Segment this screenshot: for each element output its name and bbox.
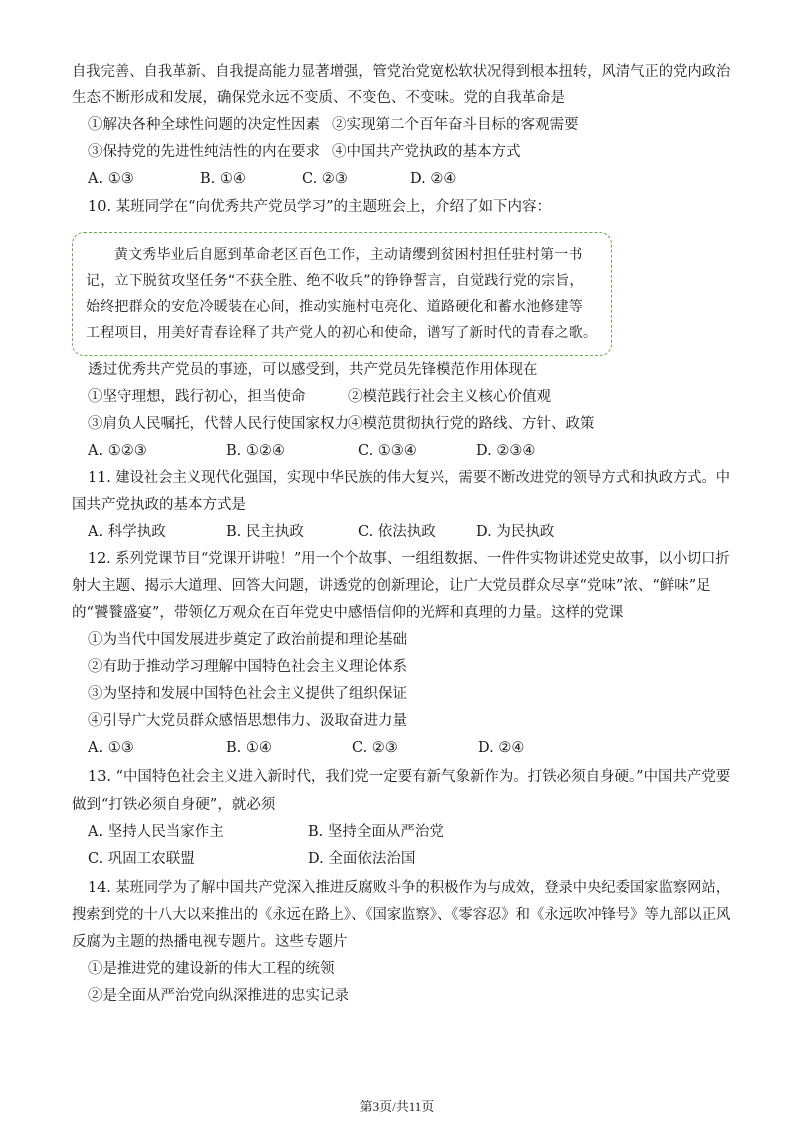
page-number: 第3页/共11页 bbox=[359, 1099, 435, 1114]
q14-statement-1: ①是推进党的建设新的伟大工程的统领 bbox=[88, 961, 335, 977]
q13-option-b: B. 坚持全面从严治党 bbox=[308, 824, 444, 840]
q12-option-d: D. ②④ bbox=[478, 740, 525, 756]
q12-line-3: 的“饕餮盛宴”，带领亿万观众在百年党史中感悟信仰的光辉和真理的力量。这样的党课 bbox=[72, 605, 624, 621]
intro-statement-1: ①解决各种全球性问题的决定性因素 bbox=[88, 117, 320, 133]
q12-option-b: B. ①④ bbox=[226, 740, 272, 756]
q10-statement-1: ①坚守理想，践行初心，担当使命 bbox=[88, 389, 306, 405]
q10-material-line-1: 黄文秀毕业后自愿到革命老区百色工作，主动请缨到贫困村担任驻村第一书 bbox=[114, 247, 583, 263]
intro-line-2: 生态不断形成和发展，确保党永远不变质、不变色、不变味。党的自我革命是 bbox=[72, 90, 565, 106]
intro-line-1: 自我完善、自我革新、自我提高能力显著增强，管党治党宽松软状况得到根本扭转，风清气正的党内政治 bbox=[72, 64, 731, 80]
q10-option-d: D. ②③④ bbox=[476, 443, 536, 459]
q12-statement-4: ④引导广大党员群众感悟思想伟力、汲取奋进力量 bbox=[88, 713, 407, 729]
q12-option-c: C. ②③ bbox=[352, 740, 398, 756]
q10-statement-2: ②模范践行社会主义核心价值观 bbox=[348, 389, 551, 405]
q10-statement-4: ④模范贯彻执行党的路线、方针、政策 bbox=[348, 416, 595, 432]
intro-statement-3: ③保持党的先进性纯洁性的内在要求 bbox=[88, 144, 320, 160]
intro-statement-2: ②实现第二个百年奋斗目标的客观需要 bbox=[332, 117, 579, 133]
q13-line-2: 做到“打铁必须自身硬”，就必须 bbox=[72, 797, 276, 813]
q11-option-c: C. 依法执政 bbox=[358, 524, 436, 540]
q10-statement-3: ③肩负人民嘱托，代替人民行使国家权力 bbox=[88, 416, 349, 432]
q11-option-d: D. 为民执政 bbox=[476, 524, 555, 540]
q11-line-1: 11. 建设社会主义现代化强国，实现中华民族的伟大复兴，需要不断改进党的领导方式和执政方式。中 bbox=[88, 470, 731, 486]
q13-option-d: D. 全面依法治国 bbox=[308, 851, 416, 867]
q12-option-a: A. ①③ bbox=[88, 740, 134, 756]
q10-option-c: C. ①③④ bbox=[358, 443, 417, 459]
intro-option-d: D. ②④ bbox=[410, 171, 457, 187]
q10-stem: 10. 某班同学在“向优秀共产党员学习”的主题班会上，介绍了如下内容： bbox=[88, 199, 551, 215]
intro-option-c: C. ②③ bbox=[302, 171, 348, 187]
q14-line-1: 14. 某班同学为了解中国共产党深入推进反腐败斗争的积极作为与成效，登录中央纪委国家监察网站， bbox=[88, 880, 731, 896]
q11-option-b: B. 民主执政 bbox=[226, 524, 304, 540]
q12-statement-1: ①为当代中国发展进步奠定了政治前提和理论基础 bbox=[88, 632, 407, 648]
q10-option-a: A. ①②③ bbox=[88, 443, 147, 459]
intro-statement-4: ④中国共产党执政的基本方式 bbox=[332, 144, 521, 160]
q11-line-2: 国共产党执政的基本方式是 bbox=[72, 497, 246, 513]
q12-line-1: 12. 系列党课节目“党课开讲啦！”用一个个故事、一组组数据、一件件实物讲述党史故事，以小切口折 bbox=[88, 551, 730, 567]
q14-line-3: 反腐为主题的热播电视专题片。这些专题片 bbox=[72, 934, 348, 950]
q10-option-b: B. ①②④ bbox=[226, 443, 285, 459]
q13-line-1: 13. “中国特色社会主义进入新时代，我们党一定要有新气象新作为。打铁必须自身硬。”中国共产党要 bbox=[88, 769, 731, 785]
q13-option-c: C. 巩固工农联盟 bbox=[88, 851, 195, 867]
q11-option-a: A. 科学执政 bbox=[88, 524, 166, 540]
q14-statement-2: ②是全面从严治党向纵深推进的忠实记录 bbox=[88, 988, 349, 1004]
intro-option-b: B. ①④ bbox=[200, 171, 246, 187]
q10-material-line-4: 工程项目，用美好青春诠释了共产党人的初心和使命，谱写了新时代的青春之歌。 bbox=[86, 325, 598, 341]
q14-line-2: 搜索到党的十八大以来推出的《永远在路上》、《国家监察》、《零容忍》和《永远吹冲锋号》等九部以正风 bbox=[72, 907, 731, 923]
q13-option-a: A. 坚持人民当家作主 bbox=[88, 824, 224, 840]
q12-statement-3: ③为坚持和发展中国特色社会主义提供了组织保证 bbox=[88, 686, 407, 702]
q10-material-line-3: 始终把群众的安危冷暖装在心间，推动实施村屯亮化、道路硬化和蓄水池修建等 bbox=[86, 299, 583, 315]
q12-statement-2: ②有助于推动学习理解中国特色社会主义理论体系 bbox=[88, 659, 407, 675]
q10-material-line-2: 记，立下脱贫攻坚任务“不获全胜、绝不收兵”的铮铮誓言，自觉践行党的宗旨， bbox=[86, 273, 584, 289]
intro-option-a: A. ①③ bbox=[88, 171, 134, 187]
q10-follow: 透过优秀共产党员的事迹，可以感受到，共产党员先锋模范作用体现在 bbox=[88, 362, 538, 378]
q12-line-2: 射大主题、揭示大道理、回答大问题，讲透党的创新理论，让广大党员群众尽享“党味”浓、“鲜味”足 bbox=[72, 578, 711, 594]
